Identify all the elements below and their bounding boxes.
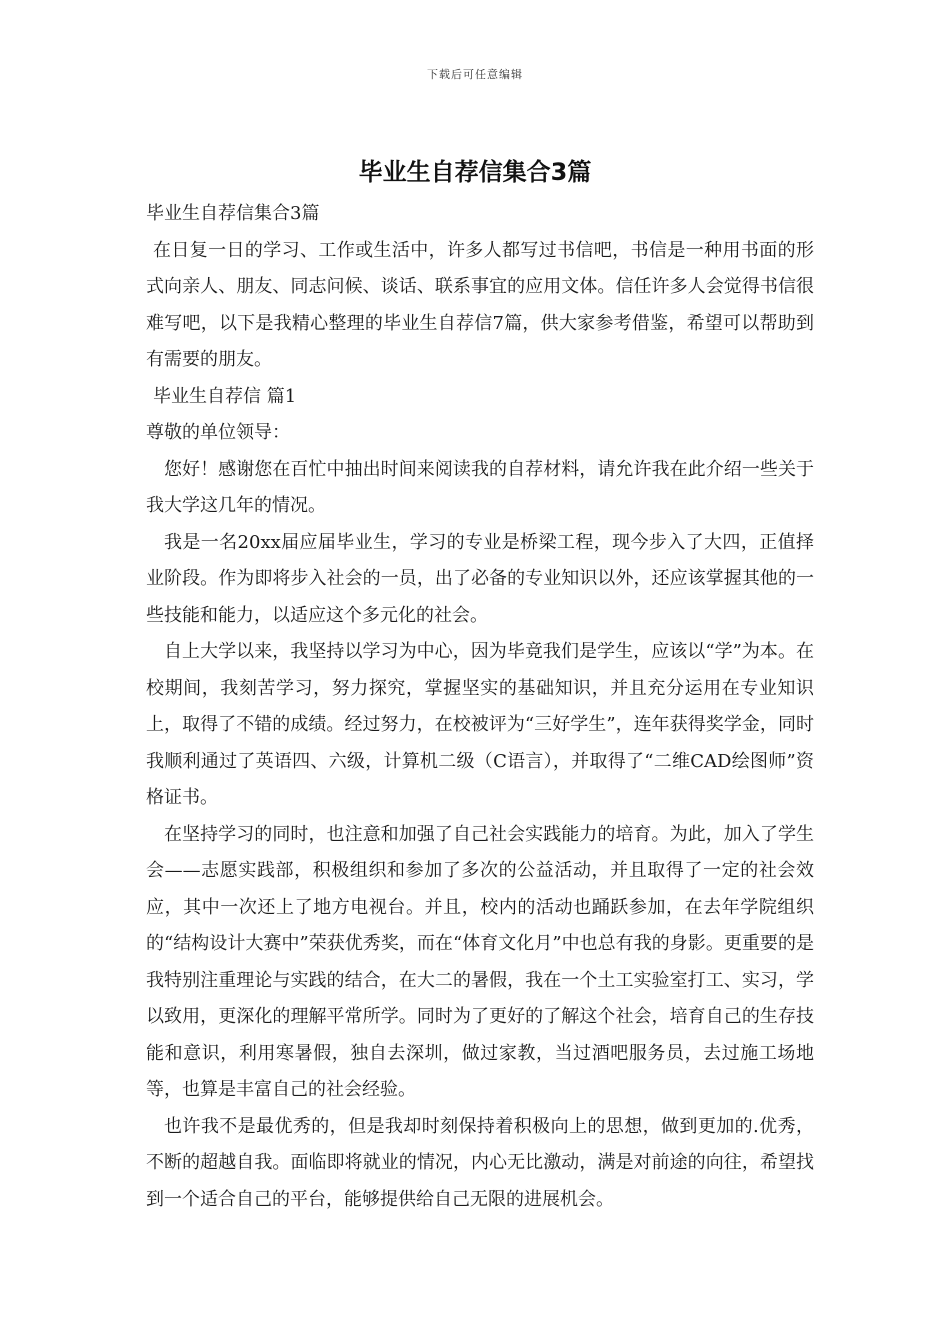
section-heading: 毕业生自荐信 篇1 — [153, 385, 297, 407]
document-title: 毕业生自荐信集合3篇 — [358, 158, 592, 186]
body-paragraph: 也许我不是最优秀的，但是我却时刻保持着积极向上的思想，做到更加的.优秀，不断的超越自我。面临即将就业的情况，内心无比激动，满是对前途的向往，希望找到一个适合自己的平台，能够提供给自己无限的进展机会。 — [146, 1115, 814, 1210]
body-paragraph: 自上大学以来，我坚持以学习为中心，因为毕竟我们是学生，应该以“学”为本。在校期间，我刻苦学习，努力探究，掌握坚实的基础知识，并且充分运用在专业知识上，取得了不错的成绩。经过努力，在校被评为“三好学生”，连年获得奖学金，同时我顺利通过了英语四、六级，计算机二级（C语言），并取得了“二维CAD绘图师”资格证书。 — [146, 641, 814, 808]
header-note: 下载后可任意编辑 — [427, 68, 523, 81]
intro-paragraph: 在日复一日的学习、工作或生活中，许多人都写过书信吧，书信是一种用书面的形式向亲人、朋友、同志问候、谈话、联系事宜的应用文体。信任许多人会觉得书信很难写吧，以下是我精心整理的毕业生自荐信7篇，供大家参考借鉴，希望可以帮助到有需要的朋友。 — [146, 239, 814, 370]
body-paragraph: 在坚持学习的同时，也注意和加强了自己社会实践能力的培育。为此，加入了学生会——志愿实践部，积极组织和参加了多次的公益活动，并且取得了一定的社会效应，其中一次还上了地方电视台。并且，校内的活动也踊跃参加，在去年学院组织的“结构设计大赛中”荣获优秀奖，而在“体育文化月”中也总有我的身影。更重要的是我特别注重理论与实践的结合，在大二的暑假，我在一个土工实验室打工、实习，学以致用，更深化的理解平常所学。同时为了更好的了解这个社会，培育自己的生存技能和意识，利用寒暑假，独自去深圳，做过家教，当过酒吧服务员，去过施工场地等，也算是丰富自己的社会经验。 — [146, 823, 814, 1100]
body-paragraph: 您好！感谢您在百忙中抽出时间来阅读我的自荐材料，请允许我在此介绍一些关于我大学这几年的情况。 — [146, 458, 814, 516]
subtitle-paragraph: 毕业生自荐信集合3篇 — [146, 203, 320, 224]
body-paragraph: 我是一名20xx届应届毕业生，学习的专业是桥梁工程，现今步入了大四，正值择业阶段。作为即将步入社会的一员，出了必备的专业知识以外，还应该掌握其他的一些技能和能力，以适应这个多元化的社会。 — [146, 531, 814, 626]
document-body — [146, 196, 814, 1218]
salutation: 尊敬的单位领导： — [146, 422, 290, 443]
